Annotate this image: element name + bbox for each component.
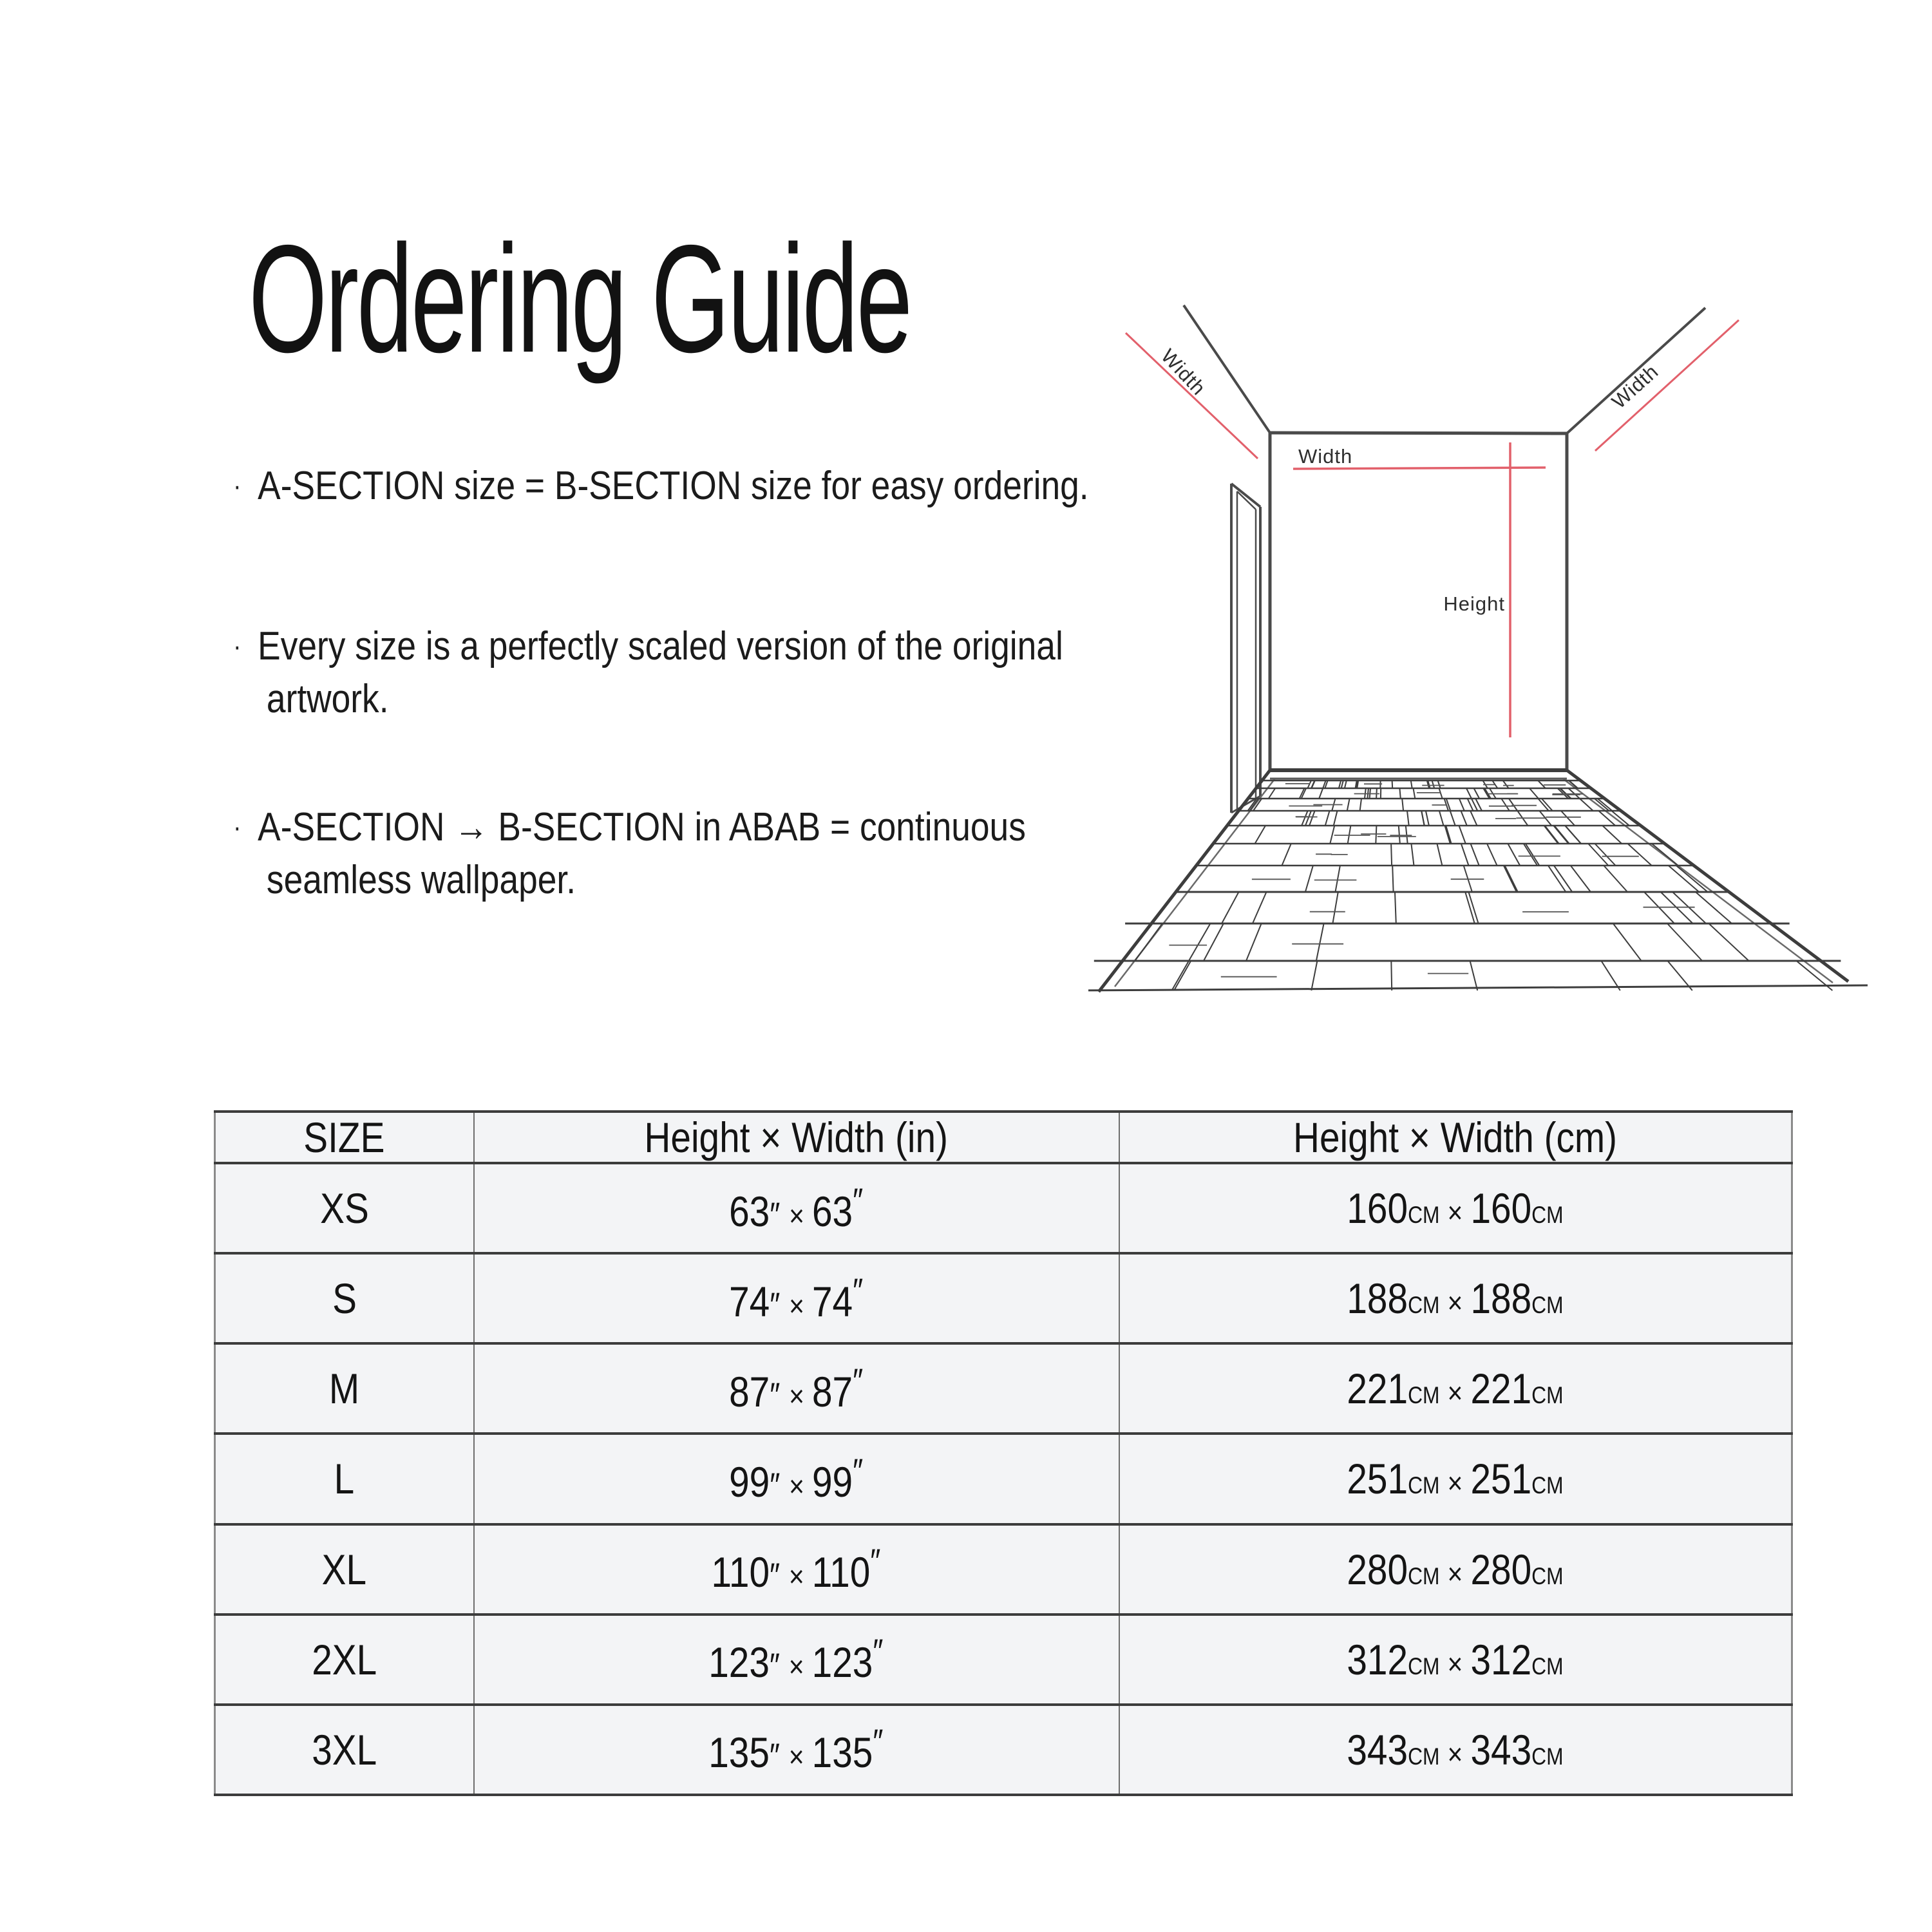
inches-cell: 110″ × 110″ (474, 1524, 1119, 1615)
cm-cell: 312CM × 312CM (1119, 1615, 1792, 1705)
height-label: Height (1443, 592, 1505, 615)
size-table (214, 1110, 1793, 1796)
size-cell: 3XL (215, 1705, 474, 1795)
page-title: Ordering Guide (249, 214, 911, 384)
bullet-text: A-SECTION size = B-SECTION size for easy ordering. (258, 464, 1089, 508)
inches-cell: 74″ × 74″ (474, 1253, 1119, 1343)
inches-cell: 63″ × 63″ (474, 1163, 1119, 1253)
table-row (215, 1615, 1792, 1705)
table-row (215, 1524, 1792, 1615)
bullet-marker: · (233, 811, 242, 843)
cm-cell: 251CM × 251CM (1119, 1434, 1792, 1524)
cm-cell: 280CM × 280CM (1119, 1524, 1792, 1615)
column-header-inches: Height × Width (in) (474, 1112, 1119, 1163)
bullet-item (227, 620, 1063, 726)
bullet-marker: · (233, 630, 242, 662)
bullet-item (227, 801, 1026, 907)
bullet-text: Every size is a perfectly scaled version of the original artwork. (258, 624, 1063, 721)
width-label-back: Width (1298, 445, 1353, 468)
size-cell: XS (215, 1163, 474, 1253)
cm-cell: 188CM × 188CM (1119, 1253, 1792, 1343)
table-row (215, 1434, 1792, 1524)
bullet-marker: · (233, 470, 242, 502)
size-cell: XL (215, 1524, 474, 1615)
width-label-right: Width (1607, 360, 1663, 413)
table-row (215, 1163, 1792, 1253)
red-width-line-back (1293, 468, 1546, 469)
floor-edge-left (1099, 770, 1270, 992)
cm-cell: 160CM × 160CM (1119, 1163, 1792, 1253)
table-row (215, 1343, 1792, 1434)
room-illustration (1088, 277, 1880, 1005)
column-header-cm: Height × Width (cm) (1119, 1112, 1792, 1163)
floor-tiles (1094, 781, 1841, 990)
inches-cell: 99″ × 99″ (474, 1434, 1119, 1524)
floor-edge-right (1567, 770, 1848, 981)
cm-cell: 221CM × 221CM (1119, 1343, 1792, 1434)
bullet-text: A-SECTION → B-SECTION in ABAB = continuous seamless wallpaper. (258, 805, 1026, 902)
inches-cell: 87″ × 87″ (474, 1343, 1119, 1434)
red-width-line-right (1595, 320, 1739, 451)
back-wall (1270, 433, 1567, 779)
inches-cell: 135″ × 135″ (474, 1705, 1119, 1795)
door (1231, 484, 1260, 813)
table-header-row (215, 1112, 1792, 1163)
size-cell: M (215, 1343, 474, 1434)
table-row (215, 1253, 1792, 1343)
column-header-size: SIZE (215, 1112, 474, 1163)
size-cell: 2XL (215, 1615, 474, 1705)
width-label-left: Width (1157, 345, 1211, 400)
size-cell: L (215, 1434, 474, 1524)
table-row (215, 1705, 1792, 1795)
floor-bottom-line (1088, 985, 1868, 990)
size-cell: S (215, 1253, 474, 1343)
cm-cell: 343CM × 343CM (1119, 1705, 1792, 1795)
bullet-item (227, 460, 1089, 513)
inches-cell: 123″ × 123″ (474, 1615, 1119, 1705)
